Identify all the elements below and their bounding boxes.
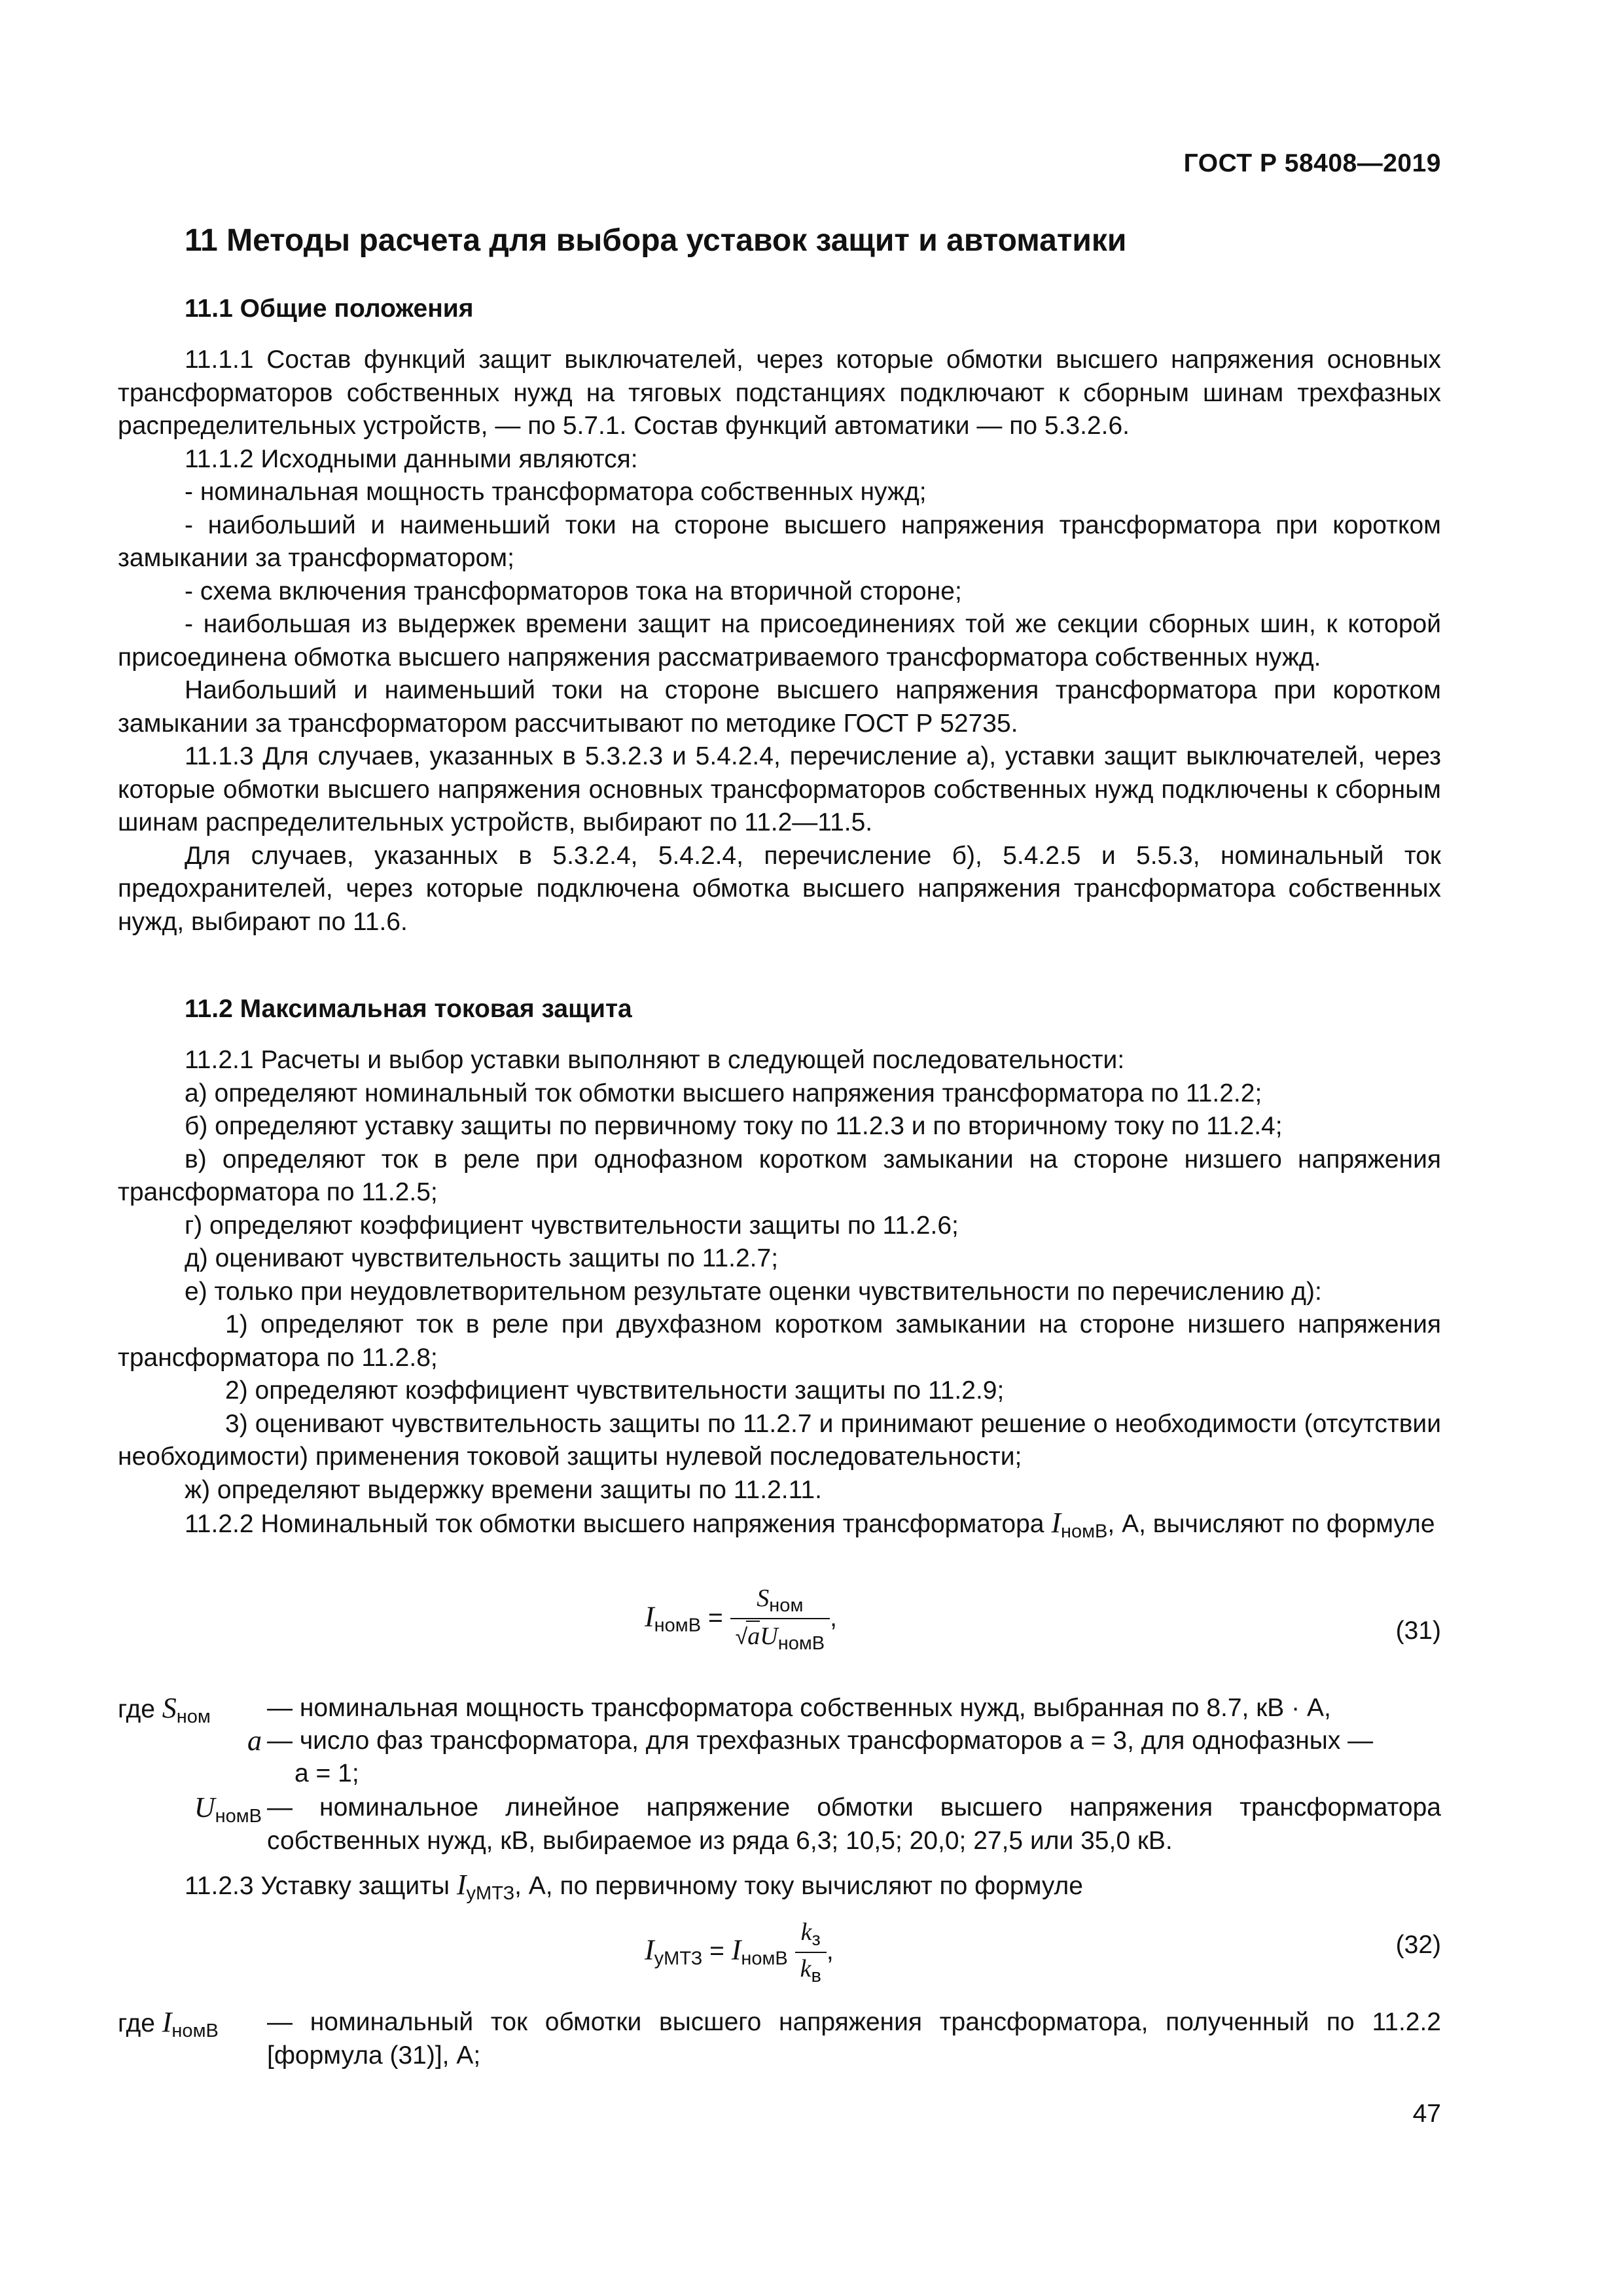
where-lead — [118, 2006, 219, 2048]
formula-subscript: ном — [769, 1595, 804, 1616]
formula-subscript: уМТЗ — [654, 1948, 703, 1969]
text: , А, вычисляют по формуле — [1107, 1510, 1435, 1538]
formula-subscript: в — [811, 1965, 821, 1986]
formula-subscript: номВ — [171, 2020, 219, 2041]
formula-variable: a — [247, 1725, 262, 1757]
text: 11.2.3 Уставку защиты — [185, 1872, 457, 1900]
formula-tail: , — [830, 1604, 837, 1632]
formula-variable: k — [800, 1955, 812, 1982]
fraction — [795, 1918, 827, 1987]
list-item: в) определяют ток в реле при однофазном коротком замыкании на стороне низшего напряжения трансформатора по 11.2.5; — [118, 1145, 1441, 1206]
variable-subscript: номВ — [1060, 1521, 1108, 1542]
formula-variable: I — [645, 1600, 654, 1633]
subsection-11-2-body — [118, 1044, 1441, 1549]
document-id-header: ГОСТ Р 58408—2019 — [1183, 149, 1441, 177]
definition-text: — номинальная мощность трансформатора собственных нужд, выбранная по 8.7, кВ · А, — [267, 1694, 1331, 1722]
equals-sign: = — [707, 1604, 730, 1632]
formula-subscript: номВ — [741, 1948, 788, 1969]
fraction-denominator — [795, 1953, 827, 1987]
sqrt-icon: √ — [735, 1624, 748, 1649]
paragraph — [118, 1507, 1441, 1549]
formula-variable: I — [162, 2006, 172, 2038]
definition-term — [118, 1725, 267, 1759]
list-item: 2) определяют коэффициент чувствительности защиты по 11.2.9; — [225, 1376, 1005, 1405]
list-item: - схема включения трансформаторов тока на вторичной стороне; — [185, 577, 962, 605]
definition-text: — номинальное линейное напряжение обмотки высшего напряжения трансформатора собственных нужд, кВ, выбираемое из ряда 6,3; 10,5; 20,0; 27,5 или 35,0 кВ. — [267, 1793, 1441, 1855]
list-item: - наибольшая из выдержек времени защит на присоединениях той же секции сборных шин, к которой присоединена обмотка высшего напряжения рассматриваемого трансформатора собственных нужд. — [118, 610, 1441, 672]
subsection-title-11-2: 11.2 Максимальная токовая защита — [185, 995, 632, 1023]
formula-subscript: ном — [176, 1706, 211, 1727]
formula-variable: k — [800, 1918, 812, 1946]
definitions-block — [118, 2006, 1441, 2078]
fraction-denominator — [730, 1619, 830, 1655]
where-word: где — [118, 2009, 155, 2037]
definition-text: — номинальный ток обмотки высшего напряжения трансформатора, полученный по 11.2.2 [формула (31)], А; — [267, 2008, 1441, 2070]
fraction-numerator — [795, 1918, 827, 1953]
paragraph-11-2-3 — [118, 1869, 1441, 1910]
paragraph: 11.2.1 Расчеты и выбор уставки выполняют в следующей последовательности: — [185, 1046, 1125, 1074]
formula-subscript: з — [812, 1929, 821, 1950]
subsection-11-1-body — [118, 344, 1441, 939]
definition-text-continuation: a = 1; — [294, 1759, 359, 1787]
formula-31 — [645, 1584, 837, 1655]
paragraph: 11.1.3 Для случаев, указанных в 5.3.2.3 и 5.4.2.4, перечисление а), уставки защит выключателей, через которые обмотки высшего напряжения основных трансформаторов собственных нужд подключены к сборным шинам распределительных устройств, выбирают по 11.2—11.5. — [118, 742, 1441, 836]
equation-number: (32) — [1395, 1931, 1441, 1959]
equation-number: (31) — [1395, 1617, 1441, 1645]
paragraph: 11.1.2 Исходными данными являются: — [185, 444, 638, 473]
list-item: 1) определяют ток в реле при двухфазном коротком замыкании на стороне низшего напряжения трансформатора по 11.2.8; — [118, 1310, 1441, 1372]
list-item: а) определяют номинальный ток обмотки высшего напряжения трансформатора по 11.2.2; — [185, 1079, 1262, 1107]
list-item: 3) оценивают чувствительность защиты по 11.2.7 и принимают решение о необходимости (отсутствии необходимости) применения токовой защиты нулевой последовательности; — [118, 1409, 1441, 1471]
subsection-title-11-1: 11.1 Общие положения — [185, 295, 474, 323]
section-title: 11 Методы расчета для выбора уставок защит и автоматики — [185, 223, 1127, 258]
list-item: е) только при неудовлетворительном результате оценки чувствительности по перечислению д): — [185, 1277, 1322, 1306]
formula-variable: S — [757, 1585, 770, 1612]
formula-variable: I — [731, 1933, 741, 1966]
text: , А, по первичному току вычисляют по формуле — [514, 1872, 1083, 1900]
definition-term — [118, 1791, 267, 1833]
formula-subscript: номВ — [654, 1615, 702, 1636]
formula-variable: S — [162, 1692, 177, 1724]
list-item: - номинальная мощность трансформатора собственных нужд; — [185, 478, 927, 506]
equals-sign: = — [709, 1937, 732, 1965]
list-item: д) оценивают чувствительность защиты по 11.2.7; — [185, 1244, 779, 1272]
formula-32 — [645, 1918, 834, 1987]
variable: I — [456, 1869, 467, 1901]
formula-variable: U — [760, 1623, 778, 1650]
text: 11.2.2 Номинальный ток обмотки высшего напряжения трансформатора — [185, 1510, 1052, 1538]
formula-variable: U — [194, 1791, 215, 1823]
variable-subscript: уМТЗ — [466, 1883, 515, 1904]
fraction — [730, 1584, 830, 1655]
list-item: ж) определяют выдержку времени защиты по 11.2.11. — [185, 1475, 822, 1504]
formula-tail: , — [826, 1937, 834, 1965]
paragraph: 11.1.1 Состав функций защит выключателей, через которые обмотки высшего напряжения основных трансформаторов собственных нужд на тяговых подстанциях подключают к сборным шинам трехфазных распределительных устройств, — по 5.7.1. Состав функций автоматики — по 5.3.2.6. — [118, 346, 1441, 440]
formula-variable: I — [645, 1933, 654, 1966]
paragraph — [118, 1869, 1441, 1910]
where-word: где — [118, 1695, 155, 1723]
definition-text: — число фаз трансформатора, для трехфазных трансформаторов a = 3, для однофазных — — [267, 1727, 1374, 1755]
sqrt-radicand — [746, 1621, 760, 1651]
list-item: б) определяют уставку защиты по первичному току по 11.2.3 и по вторичному току по 11.2.4; — [185, 1112, 1283, 1140]
list-item: г) определяют коэффициент чувствительности защиты по 11.2.6; — [185, 1211, 959, 1240]
list-item: - наибольший и наименьший токи на стороне высшего напряжения трансформатора при коротком замыкании за трансформатором; — [118, 511, 1441, 572]
formula-subscript: номВ — [777, 1633, 825, 1654]
paragraph: Для случаев, указанных в 5.3.2.4, 5.4.2.4, перечисление б), 5.4.2.5 и 5.5.3, номинальный ток предохранителей, через которые подключена обмотка высшего напряжения трансформатора собственных нужд, выбирают по 11.6. — [118, 841, 1441, 936]
formula-subscript: номВ — [215, 1806, 262, 1827]
paragraph: Наибольший и наименьший токи на стороне высшего напряжения трансформатора при коротком замыкании за трансформатором рассчитывают по методике ГОСТ Р 52735. — [118, 676, 1441, 738]
variable: I — [1051, 1507, 1061, 1539]
page-number: 47 — [1412, 2100, 1441, 2128]
formula-variable: a — [747, 1623, 760, 1650]
definitions-block — [118, 1692, 1441, 1862]
fraction-numerator — [730, 1584, 830, 1619]
